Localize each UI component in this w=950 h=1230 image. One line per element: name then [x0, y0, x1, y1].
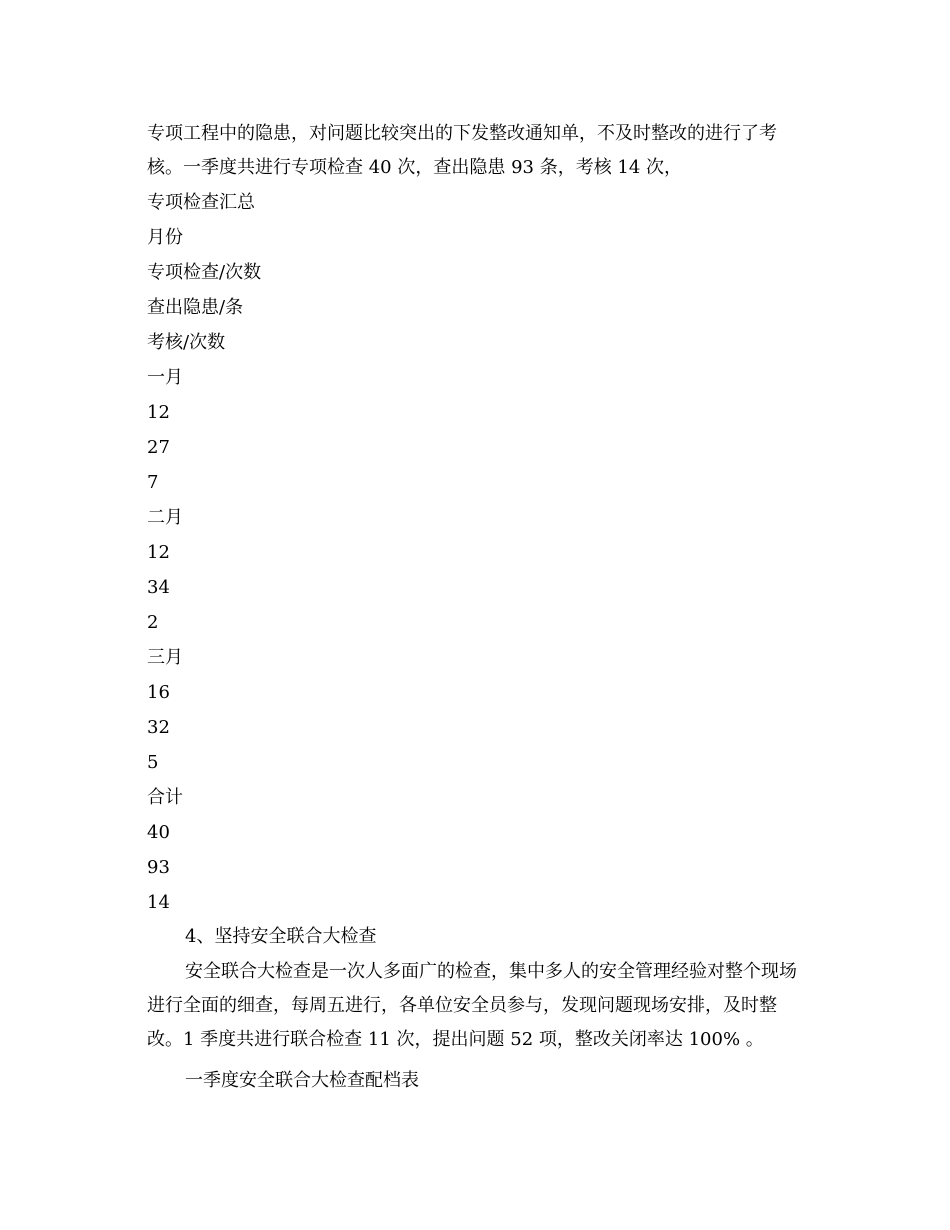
table-caption: 一季度安全联合大检查配档表 [185, 1070, 419, 1091]
intro-paragraph: 专项工程中的隐患，对问题比较突出的下发整改通知单，不及时整改的进行了考核。一季度共进行专项检查 40 次，查出隐患 93 条，考核 14 次， [147, 123, 777, 178]
table-cell-assessments: 5 [147, 752, 159, 773]
table-cell-assessments: 2 [147, 612, 159, 633]
table-header-hazards: 查出隐患/条 [147, 297, 244, 318]
table-cell-hazards: 27 [147, 437, 170, 458]
section-paragraph: 安全联合大检查是一次人多面广的检查，集中多人的安全管理经验对整个现场进行全面的细查，每周五进行，各单位安全员参与，发现问题现场安排，及时整改。1 季度共进行联合检查 11 次，提出问题 52 项，整改关闭率达 100% 。 [147, 961, 797, 1050]
table-cell-month: 一月 [147, 367, 183, 388]
table-cell-inspections: 16 [147, 682, 170, 703]
table-cell-month: 三月 [147, 647, 183, 668]
table-header-month: 月份 [147, 227, 183, 248]
table-cell-hazards: 32 [147, 717, 170, 738]
table-cell-inspections: 12 [147, 542, 170, 563]
table-cell-total-assessments: 14 [147, 892, 170, 913]
table-cell-total-label: 合计 [147, 787, 183, 808]
table-cell-total-inspections: 40 [147, 822, 170, 843]
table-cell-month: 二月 [147, 507, 183, 528]
table-header-assessments: 考核/次数 [147, 332, 226, 353]
table-cell-assessments: 7 [147, 472, 159, 493]
table-cell-total-hazards: 93 [147, 857, 170, 878]
table-cell-hazards: 34 [147, 577, 170, 598]
table-header-inspections: 专项检查/次数 [147, 262, 262, 283]
section-heading: 4、坚持安全联合大检查 [185, 926, 377, 947]
table-cell-inspections: 12 [147, 402, 170, 423]
summary-table-title: 专项检查汇总 [147, 192, 255, 213]
